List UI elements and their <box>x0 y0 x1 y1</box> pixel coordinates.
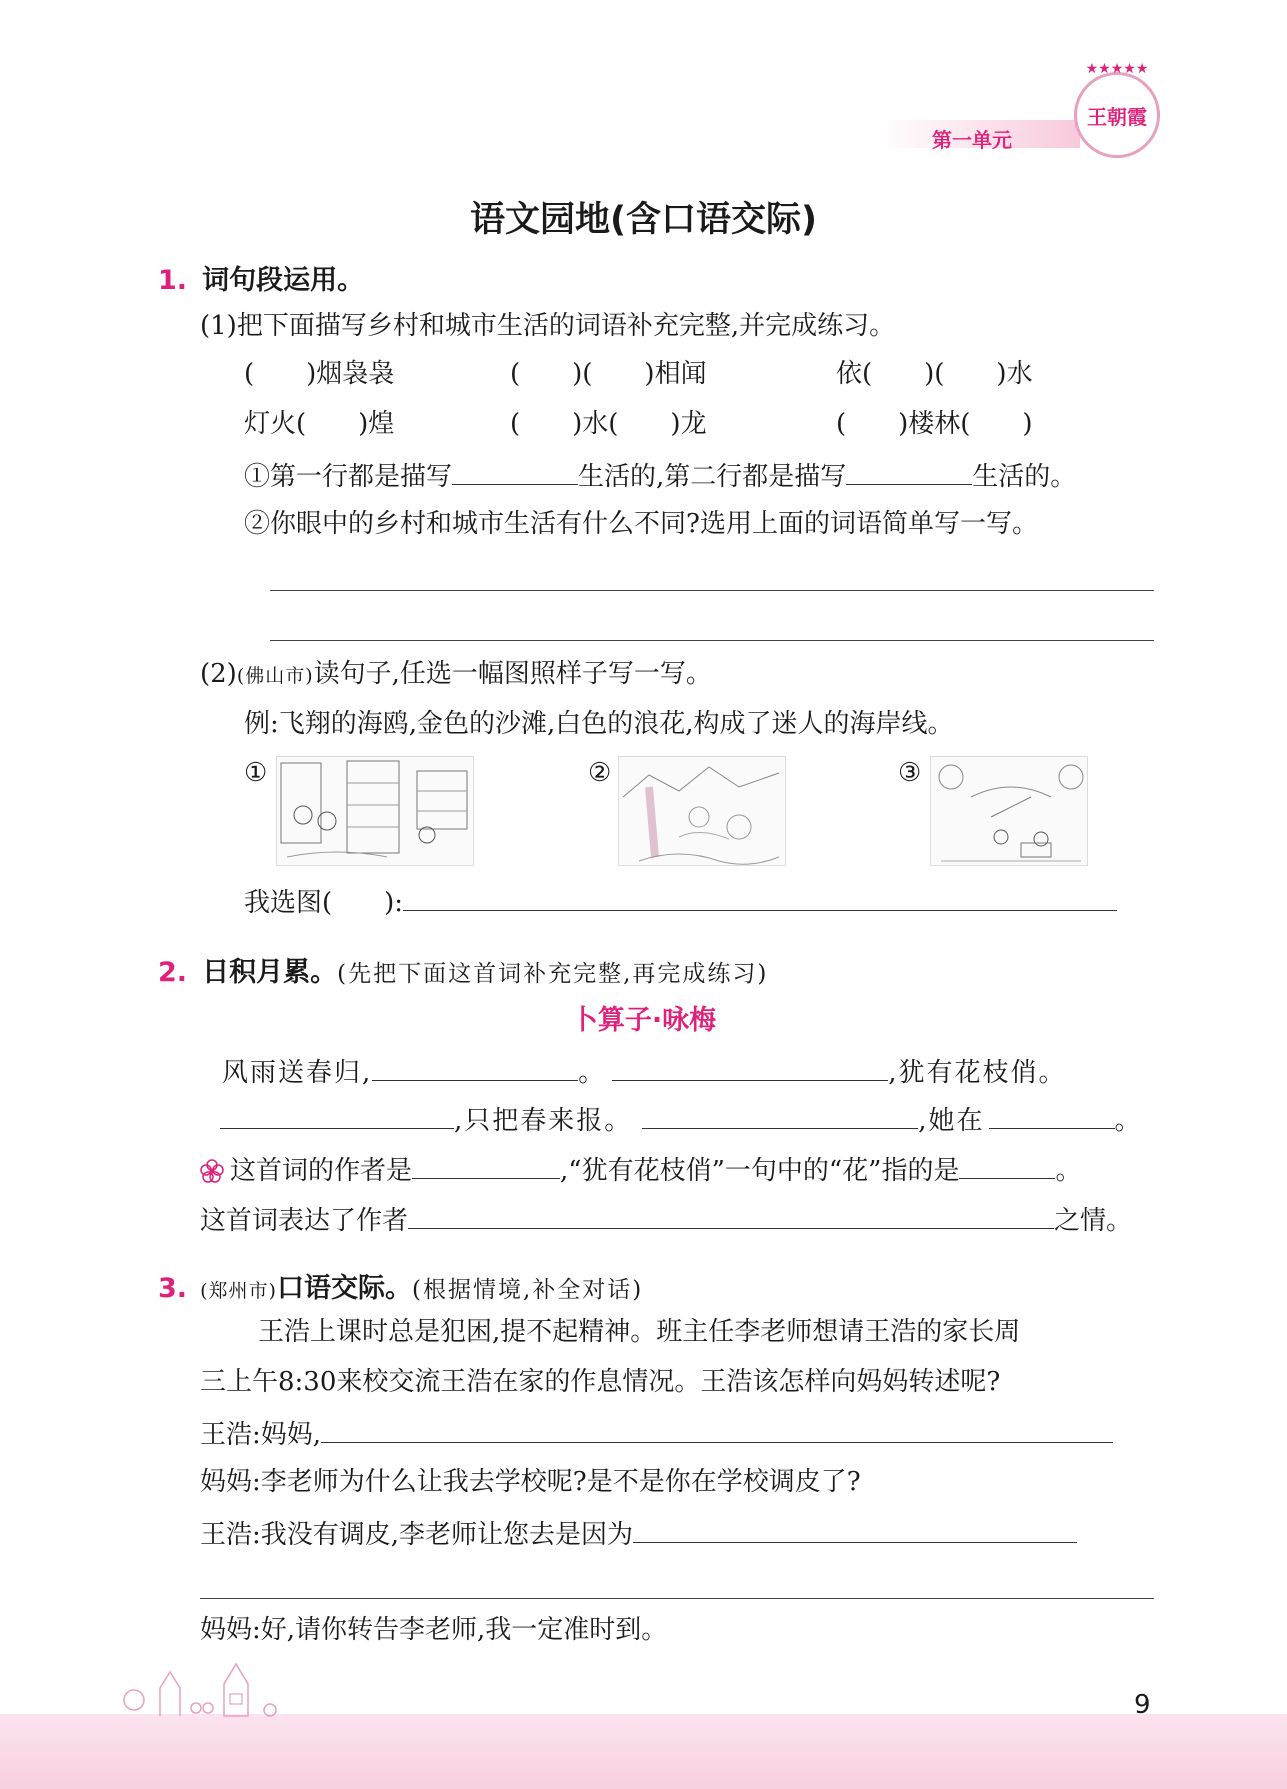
picture-marker-3: ③ <box>898 758 922 788</box>
poem-line1-a: 风雨送春归, <box>222 1058 373 1088</box>
page-number: 9 <box>1134 1690 1151 1720</box>
q2-exercise-1 <box>230 1152 1081 1187</box>
q1-row2-word2: ( )水( )龙 <box>510 409 707 439</box>
q1-select-picture <box>244 884 1117 919</box>
poem-title: 卜算子·咏梅 <box>570 1005 717 1036</box>
picture-marker-1: ① <box>244 758 268 788</box>
q1-row2-word1: 灯火( )煌 <box>244 409 395 439</box>
q1-answer-line-1[interactable] <box>270 590 1154 591</box>
q3-dialog-3 <box>200 1516 1077 1551</box>
poem-blank-3[interactable] <box>220 1102 454 1129</box>
q3-dialog-1 <box>200 1416 1113 1451</box>
q2-heading: 日积月累。 <box>202 957 338 988</box>
q1-select-label: 我选图( ): <box>244 888 404 918</box>
badge-stars: ★★★★★ <box>1085 61 1149 77</box>
q3-note: (根据情境,补全对话) <box>411 1277 644 1303</box>
unit-label: 第一单元 <box>932 128 1012 152</box>
poem-line-2 <box>220 1102 1143 1137</box>
q3-city: (郑州市) <box>200 1280 277 1302</box>
poem-line1-c: ,犹有花枝俏。 <box>888 1058 1067 1088</box>
q3-header <box>158 1266 643 1305</box>
q1-row2-word3: ( )楼林( ) <box>836 409 1033 439</box>
author-blank[interactable] <box>412 1152 560 1179</box>
q1-row1-word1: ( )烟袅袅 <box>244 359 395 389</box>
poem-line1-b: 。 <box>578 1058 607 1088</box>
q1-sub1-a: ①第一行都是描写 <box>244 462 453 492</box>
q3-paragraph-line-1: 王浩上课时总是犯困,提不起精神。班主任李老师想请王浩的家长周 <box>258 1317 1021 1347</box>
q1-answer-line-2[interactable] <box>270 640 1154 641</box>
q2-ex1-a: 这首词的作者是 <box>230 1156 413 1186</box>
picture-waterfall-illustration <box>618 756 786 866</box>
q1-part2-text: 读句子,任选一幅图照样子写一写。 <box>313 659 712 689</box>
q1-part2-label: (2) <box>200 659 237 689</box>
picture-marker-2: ② <box>588 758 612 788</box>
q2-number: 2. <box>158 957 188 988</box>
poem-line2-c: 。 <box>1114 1106 1143 1136</box>
q3-number: 3. <box>158 1273 188 1304</box>
page-title: 语文园地(含口语交际) <box>470 200 817 240</box>
poem-blank-1[interactable] <box>372 1054 578 1081</box>
q1-example: 例:飞翔的海鸥,金色的沙滩,白色的浪花,构成了迷人的海岸线。 <box>244 709 954 739</box>
q1-part1-intro: (1)把下面描写乡村和城市生活的词语补充完整,并完成练习。 <box>200 311 896 341</box>
q2-ex1-c: 。 <box>1055 1156 1082 1186</box>
q2-ex2-a: 这首词表达了作者 <box>200 1206 409 1236</box>
q1-part2-city: (佛山市) <box>236 665 314 687</box>
q1-sub1-b: 生活的,第二行都是描写 <box>578 462 847 492</box>
castle-doodle-icon <box>120 1660 300 1718</box>
q1-sub1-c: 生活的。 <box>972 462 1077 492</box>
q1-heading: 词句段运用。 <box>202 265 365 296</box>
badge-text: 王朝霞 <box>1087 105 1147 129</box>
q1-number: 1. <box>158 265 188 296</box>
q2-ex1-b: ,“犹有花枝俏”一句中的“花”指的是 <box>560 1156 960 1186</box>
q1-row1-word2: ( )( )相闻 <box>510 359 707 389</box>
q1-row1-word3: 依( )( )水 <box>836 359 1033 389</box>
poem-line2-b: ,她在 <box>918 1106 985 1136</box>
q3-d3-blank[interactable] <box>633 1516 1077 1543</box>
q1-sub2: ②你眼中的乡村和城市生活有什么不同?选用上面的词语简单写一写。 <box>244 509 1038 539</box>
q3-d3-text: 王浩:我没有调皮,李老师让您去是因为 <box>200 1520 634 1550</box>
q3-heading: 口语交际。 <box>276 1273 412 1304</box>
q3-d1-text: 王浩:妈妈, <box>200 1420 322 1450</box>
q2-header <box>158 950 768 989</box>
footer-band <box>0 1714 1287 1789</box>
brand-badge <box>1074 61 1160 158</box>
q1-sub1-blank1[interactable] <box>452 458 578 485</box>
q1-header <box>158 258 364 297</box>
emotion-blank[interactable] <box>408 1202 1054 1229</box>
q1-sub1-blank2[interactable] <box>846 458 972 485</box>
q1-part2-intro <box>200 658 712 692</box>
q3-answer-line[interactable] <box>200 1598 1154 1599</box>
poem-blank-2[interactable] <box>612 1054 888 1081</box>
q3-dialog-2: 妈妈:李老师为什么让我去学校呢?是不是你在学校调皮了? <box>200 1467 861 1497</box>
poem-blank-5[interactable] <box>989 1102 1115 1129</box>
poem-blank-4[interactable] <box>642 1102 918 1129</box>
picture-park-illustration <box>930 756 1088 866</box>
poem-line2-a: ,只把春来报。 <box>454 1106 633 1136</box>
poem-line-1 <box>222 1054 1067 1089</box>
q3-d1-blank[interactable] <box>321 1416 1113 1443</box>
q3-paragraph-line-2: 三上午8:30来校交流王浩在家的作息情况。王浩该怎样向妈妈转述呢? <box>200 1367 1001 1397</box>
flower-icon <box>199 1158 225 1184</box>
q1-select-blank[interactable] <box>403 884 1117 911</box>
flower-meaning-blank[interactable] <box>959 1152 1055 1179</box>
q2-note: (先把下面这首词补充完整,再完成练习) <box>337 961 769 987</box>
q3-dialog-4: 妈妈:好,请你转告李老师,我一定准时到。 <box>200 1615 668 1645</box>
q2-ex2-b: 之情。 <box>1054 1206 1133 1236</box>
q1-sub1 <box>244 458 1076 493</box>
q2-exercise-2 <box>200 1202 1132 1237</box>
picture-library-illustration <box>276 756 474 866</box>
